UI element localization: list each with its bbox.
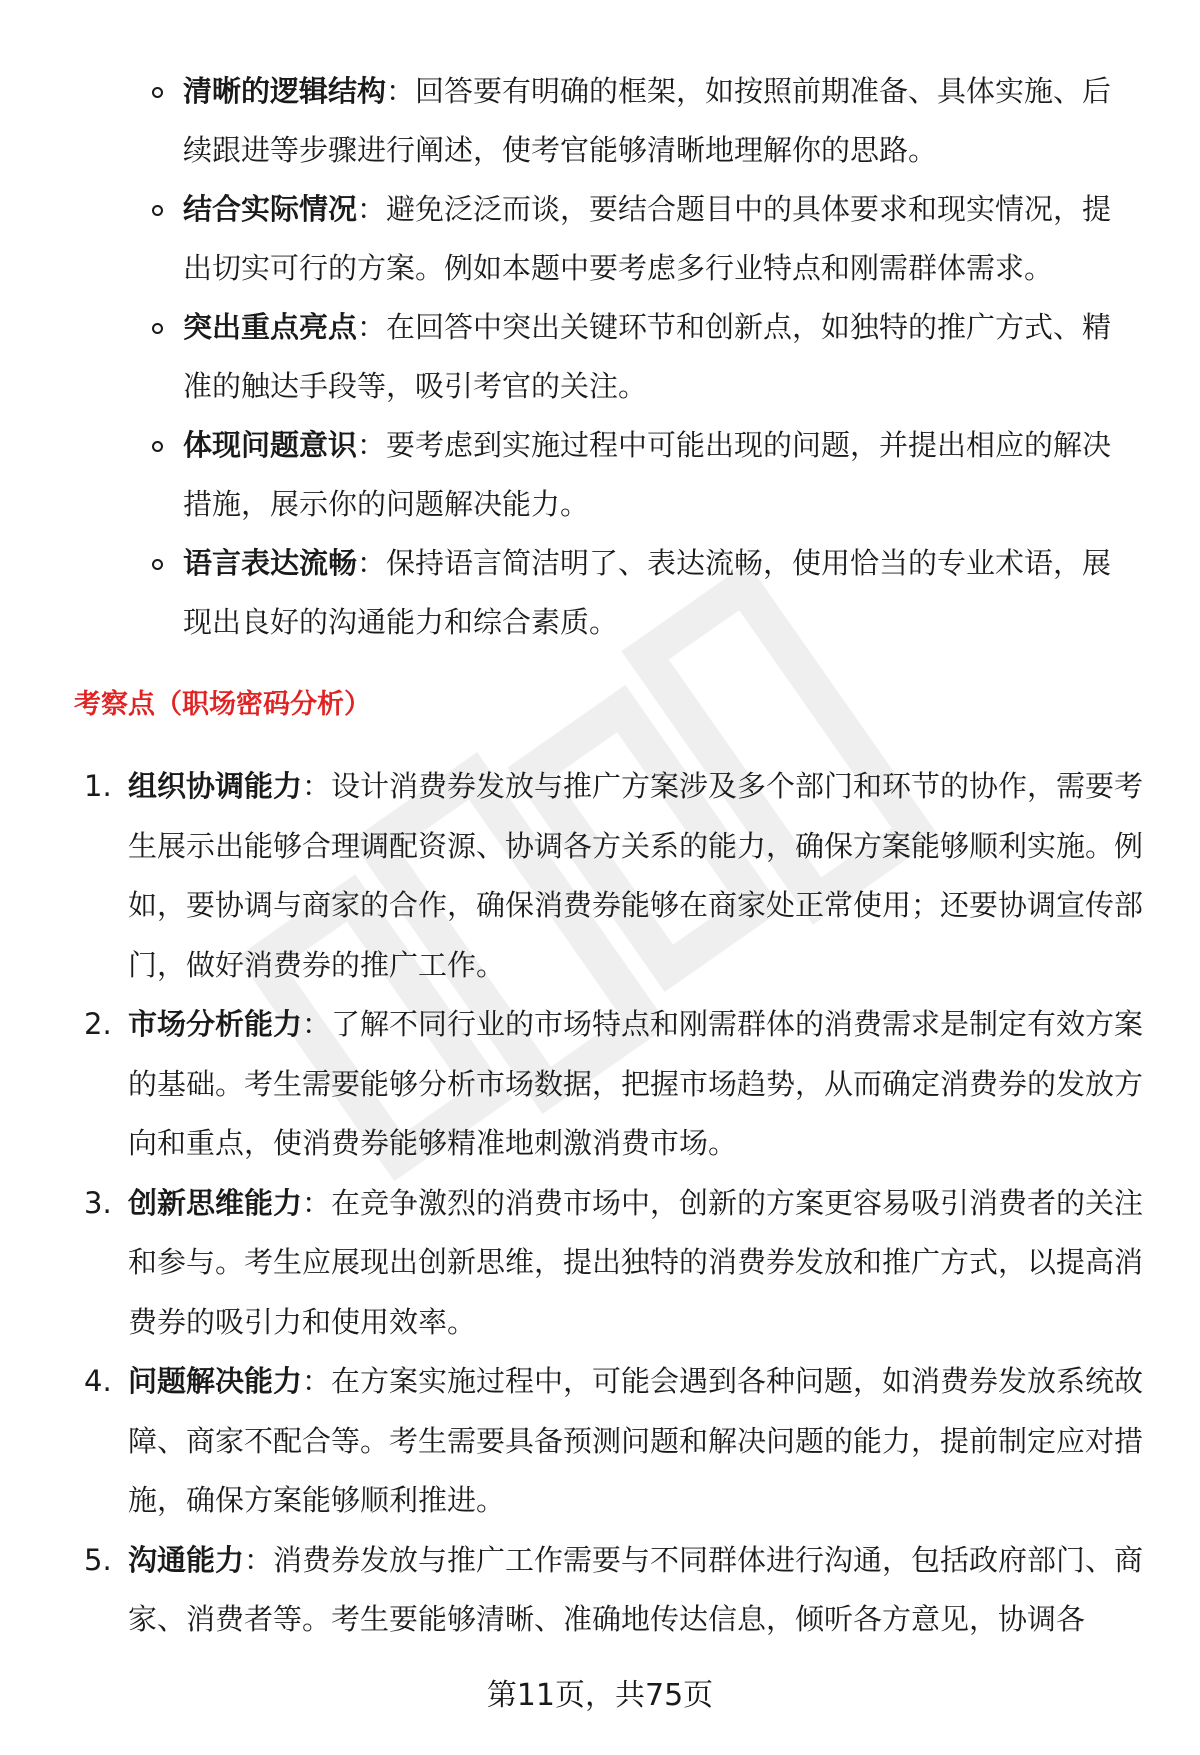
numbered-item [74,1174,1144,1353]
page-footer: 第11页，共75页 [486,1678,714,1713]
bullet-separator: ： [386,74,416,108]
bullet-text: 在回答中突出关键环节和创新点，如独特的推广方式、精准的触达手段等，吸引考官的关注。 [183,310,1112,403]
bullet-item [150,62,1140,180]
bullet-term: 结合实际情况 [183,192,358,226]
tips-bullet-list [150,62,1140,652]
item-text: 在方案实施过程中，可能会遇到各种问题，如消费券发放系统故障、商家不配合等。考生需要具备预测问题和解决问题的能力，提前制定应对措施，确保方案能够顺利推进。 [128,1364,1144,1517]
bullet-item [150,534,1140,652]
item-separator: ： [302,769,332,803]
item-separator: ： [302,1007,332,1041]
section-heading: 考察点（职场密码分析） [74,689,371,720]
bullet-term: 体现问题意识 [183,428,358,462]
bullet-separator: ： [357,546,387,580]
item-number: 3. [84,1185,112,1220]
item-separator: ： [244,1542,274,1577]
bullet-item [150,416,1140,534]
item-number: 4. [84,1364,112,1398]
item-separator: ： [302,1185,332,1220]
bullet-term: 清晰的逻辑结构 [183,74,387,108]
numbered-item [74,1531,1144,1650]
bullet-item [150,298,1140,416]
bullet-separator: ： [357,428,387,462]
item-text: 在竞争激烈的消费市场中，创新的方案更容易吸引消费者的关注和参与。考生应展现出创新思维，提出独特的消费券发放和推广方式，以提高消费券的吸引力和使用效率。 [128,1185,1144,1339]
bullet-term: 突出重点亮点 [183,310,358,344]
numbered-item [74,995,1144,1174]
item-number: 2. [84,1007,112,1041]
numbered-item [74,757,1144,995]
item-text: 消费券发放与推广工作需要与不同群体进行沟通，包括政府部门、商家、消费者等。考生要能够清晰、准确地传达信息，倾听各方意见，协调各 [128,1542,1144,1636]
item-separator: ： [302,1364,332,1398]
bullet-text: 保持语言简洁明了、表达流畅，使用恰当的专业术语，展现出良好的沟通能力和综合素质。 [183,546,1112,639]
bullet-text: 回答要有明确的框架，如按照前期准备、具体实施、后续跟进等步骤进行阐述，使考官能够清晰地理解你的思路。 [183,74,1112,167]
bullet-separator: ： [357,310,387,344]
bullet-term: 语言表达流畅 [183,546,358,580]
bullet-item [150,180,1140,298]
bullet-text: 避免泛泛而谈，要结合题目中的具体要求和现实情况，提出切实可行的方案。例如本题中要考虑多行业特点和刚需群体需求。 [183,192,1112,285]
assessment-points-list [74,757,1144,1650]
item-term: 创新思维能力 [128,1185,303,1220]
item-number: 5. [84,1542,112,1577]
item-term: 市场分析能力 [128,1007,303,1041]
item-term: 组织协调能力 [128,769,303,803]
numbered-item [74,1352,1144,1531]
item-number: 1. [84,769,112,803]
bullet-separator: ： [357,192,387,226]
item-text: 了解不同行业的市场特点和刚需群体的消费需求是制定有效方案的基础。考生需要能够分析市场数据，把握市场趋势，从而确定消费券的发放方向和重点，使消费券能够精准地刺激消费市场。 [128,1007,1144,1160]
bullet-text: 要考虑到实施过程中可能出现的问题，并提出相应的解决措施，展示你的问题解决能力。 [183,428,1112,521]
item-term: 沟通能力 [128,1542,245,1577]
item-text: 设计消费券发放与推广方案涉及多个部门和环节的协作，需要考生展示出能够合理调配资源、协调各方关系的能力，确保方案能够顺利实施。例如，要协调与商家的合作，确保消费券能够在商家处正常使用；还要协调宣传部门，做好消费券的推广工作。 [128,769,1144,982]
item-term: 问题解决能力 [128,1364,303,1398]
